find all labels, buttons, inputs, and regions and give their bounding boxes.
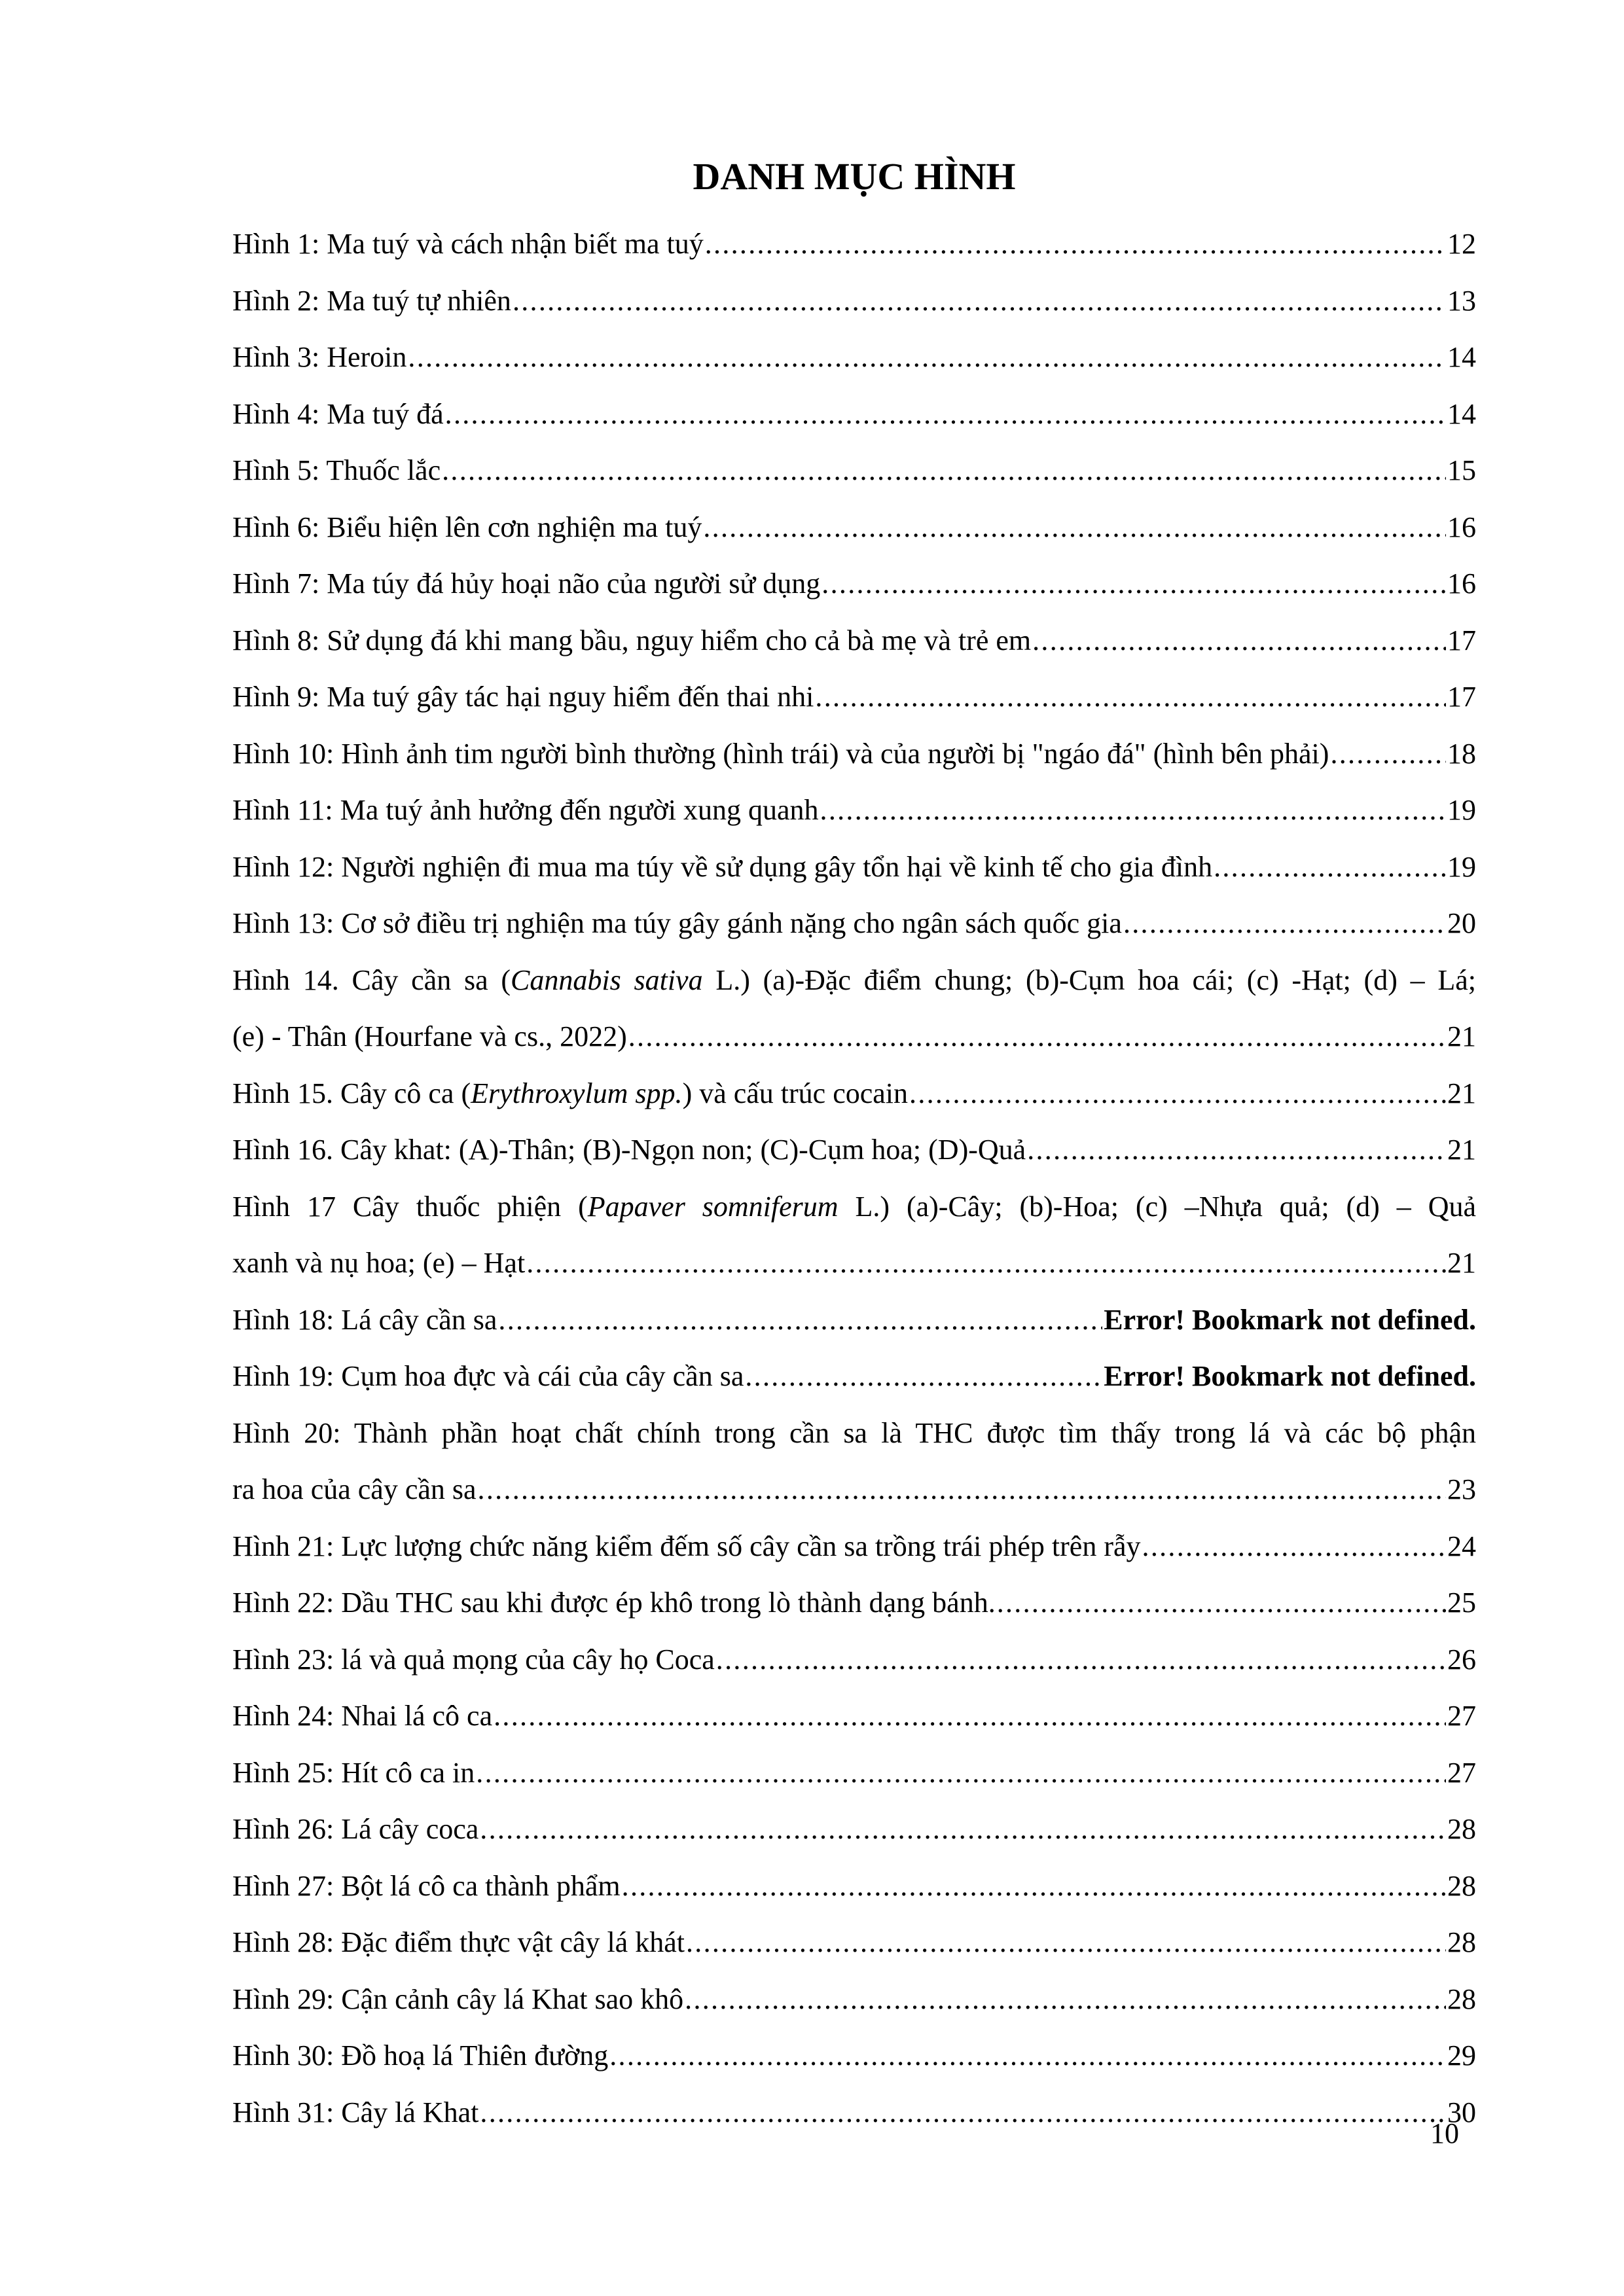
toc-entry[interactable] bbox=[232, 556, 1476, 613]
text-segment: Hình 31: Cây lá Khat bbox=[232, 2096, 479, 2128]
page-ref: 28 bbox=[1447, 1926, 1476, 1958]
page-ref: 19 bbox=[1447, 794, 1476, 826]
dot-leader bbox=[498, 1292, 1102, 1349]
dot-leader bbox=[628, 1009, 1446, 1066]
text-segment: Hình 7: Ma túy đá hủy hoại não của người sử dụng bbox=[232, 567, 821, 600]
toc-entry[interactable] bbox=[232, 1914, 1476, 1971]
page-ref: 28 bbox=[1447, 1869, 1476, 1902]
toc-entry[interactable] bbox=[232, 2085, 1476, 2142]
toc-entry[interactable] bbox=[232, 2028, 1476, 2085]
text-segment: Hình 29: Cận cảnh cây lá Khat sao khô bbox=[232, 1982, 684, 2015]
toc-entry-text bbox=[232, 726, 1329, 783]
dot-leader bbox=[442, 442, 1446, 499]
bookmark-error: Error! Bookmark not defined. bbox=[1104, 1360, 1476, 1392]
toc-entry[interactable] bbox=[232, 669, 1476, 726]
toc-entry[interactable] bbox=[232, 1575, 1476, 1632]
toc-entry[interactable] bbox=[232, 1971, 1476, 2028]
text-segment: Hình 2: Ma tuý tự nhiên bbox=[232, 284, 511, 317]
toc-entry-text bbox=[232, 1235, 525, 1292]
page-number: 10 bbox=[1430, 2117, 1459, 2149]
text-segment: Hình 20: Thành phần hoạt chất chính trong cần sa là THC được tìm thấy trong lá và các bộ phận bbox=[232, 1416, 1476, 1449]
figure-list bbox=[232, 216, 1476, 2141]
dot-leader bbox=[478, 1462, 1446, 1518]
dot-leader bbox=[526, 1235, 1446, 1292]
toc-entry[interactable] bbox=[232, 499, 1476, 556]
text-segment: Hình 1: Ma tuý và cách nhận biết ma tuý bbox=[232, 228, 704, 260]
toc-entry-text bbox=[232, 669, 814, 726]
toc-entry-text bbox=[232, 329, 406, 386]
page-ref: 19 bbox=[1447, 850, 1476, 883]
toc-entry[interactable] bbox=[232, 273, 1476, 330]
page-ref: 15 bbox=[1447, 454, 1476, 486]
toc-entry[interactable] bbox=[232, 386, 1476, 443]
text-segment: Hình 23: lá và quả mọng của cây họ Coca bbox=[232, 1643, 715, 1676]
toc-entry-text bbox=[232, 442, 441, 499]
text-segment: xanh và nụ hoa; (e) – Hạt bbox=[232, 1247, 526, 1279]
dot-leader bbox=[494, 1688, 1446, 1745]
page-ref: 28 bbox=[1447, 1982, 1476, 2015]
page-ref: 29 bbox=[1447, 2039, 1476, 2072]
page-ref: 17 bbox=[1447, 681, 1476, 713]
toc-entry[interactable] bbox=[232, 1066, 1476, 1122]
bookmark-error: Error! Bookmark not defined. bbox=[1104, 1303, 1476, 1336]
toc-entry-text bbox=[232, 1914, 685, 1971]
toc-entry-text bbox=[232, 1066, 908, 1122]
toc-entry[interactable] bbox=[232, 895, 1476, 952]
text-segment: Hình 25: Hít cô ca in bbox=[232, 1756, 475, 1789]
toc-entry[interactable] bbox=[232, 1235, 1476, 1292]
dot-leader bbox=[476, 1745, 1446, 1802]
toc-entry[interactable] bbox=[232, 839, 1476, 896]
page-ref: 14 bbox=[1447, 341, 1476, 373]
text-segment: Hình 14. Cây cần sa ( bbox=[232, 963, 511, 996]
page-ref: 21 bbox=[1447, 1247, 1476, 1279]
toc-entry-line[interactable] bbox=[232, 952, 1476, 1009]
page-ref: 27 bbox=[1447, 1700, 1476, 1732]
page-ref: 27 bbox=[1447, 1756, 1476, 1789]
text-segment: Hình 4: Ma tuý đá bbox=[232, 397, 444, 430]
text-segment: Hình 5: Thuốc lắc bbox=[232, 454, 441, 486]
toc-entry-text bbox=[232, 556, 820, 613]
toc-entry[interactable] bbox=[232, 1801, 1476, 1858]
dot-leader bbox=[1027, 1122, 1446, 1179]
text-segment: Hình 21: Lực lượng chức năng kiểm đếm số cây cần sa trồng trái phép trên rẫy bbox=[232, 1530, 1141, 1562]
toc-entry[interactable] bbox=[232, 1518, 1476, 1575]
toc-entry-text bbox=[232, 1122, 1026, 1179]
text-segment: Hình 15. Cây cô ca ( bbox=[232, 1077, 471, 1109]
dot-leader bbox=[703, 499, 1446, 556]
text-segment: Hình 28: Đặc điểm thực vật cây lá khát bbox=[232, 1926, 685, 1958]
text-segment: ) và cấu trúc cocain bbox=[682, 1077, 909, 1109]
toc-entry[interactable] bbox=[232, 442, 1476, 499]
page-ref: 21 bbox=[1447, 1077, 1476, 1109]
dot-leader bbox=[716, 1632, 1446, 1689]
page-ref: 14 bbox=[1447, 397, 1476, 430]
toc-entry-text bbox=[232, 1405, 1476, 1462]
dot-leader bbox=[1214, 839, 1446, 896]
toc-entry-text bbox=[232, 386, 444, 443]
dot-leader bbox=[686, 1914, 1446, 1971]
toc-entry[interactable] bbox=[232, 1462, 1476, 1518]
page-ref: 13 bbox=[1447, 284, 1476, 317]
toc-entry-text bbox=[232, 1179, 1476, 1236]
toc-entry-text bbox=[232, 1632, 715, 1689]
toc-entry-text bbox=[232, 499, 702, 556]
text-segment: Hình 22: Dầu THC sau khi được ép khô trong lò thành dạng bánh. bbox=[232, 1587, 996, 1619]
toc-entry-text bbox=[232, 782, 819, 839]
toc-entry[interactable] bbox=[232, 1858, 1476, 1915]
page-title: DANH MỤC HÌNH bbox=[693, 155, 1016, 198]
text-segment: (e) - Thân (Hourfane và cs., 2022) bbox=[232, 1020, 627, 1052]
scientific-name: Papaver somniferum bbox=[587, 1190, 839, 1223]
toc-entry-text bbox=[232, 2085, 478, 2142]
text-segment: L.) (a)-Đặc điểm chung; (b)-Cụm hoa cái; (c) -Hạt; (d) – Lá; bbox=[702, 963, 1477, 996]
toc-entry-text bbox=[232, 1462, 477, 1518]
toc-entry-text bbox=[232, 2028, 608, 2085]
toc-entry[interactable] bbox=[232, 613, 1476, 670]
dot-leader bbox=[820, 782, 1446, 839]
dot-leader bbox=[513, 273, 1446, 330]
dot-leader bbox=[1123, 895, 1446, 952]
dot-leader bbox=[609, 2028, 1446, 2085]
text-segment: Hình 6: Biểu hiện lên cơn nghiện ma tuý bbox=[232, 511, 702, 543]
toc-entry[interactable] bbox=[232, 1009, 1476, 1066]
page-ref: 12 bbox=[1447, 228, 1476, 260]
toc-entry-text bbox=[232, 273, 511, 330]
toc-entry-text bbox=[232, 895, 1122, 952]
scientific-name: Erythroxylum spp. bbox=[471, 1077, 683, 1109]
dot-leader bbox=[815, 669, 1446, 726]
text-segment: ra hoa của cây cần sa bbox=[232, 1473, 477, 1505]
text-segment: Hình 24: Nhai lá cô ca bbox=[232, 1700, 493, 1732]
toc-entry-text bbox=[232, 1348, 744, 1405]
text-segment: Hình 9: Ma tuý gây tác hại nguy hiểm đến thai nhi bbox=[232, 681, 814, 713]
toc-entry-text bbox=[232, 1688, 492, 1745]
dot-leader bbox=[1142, 1518, 1446, 1575]
page-ref: 21 bbox=[1447, 1134, 1476, 1166]
dot-leader bbox=[705, 216, 1446, 273]
dot-leader bbox=[480, 2085, 1446, 2142]
text-segment: Hình 10: Hình ảnh tim người bình thường (hình trái) và của người bị "ngáo đá" (hình bên phải) bbox=[232, 737, 1329, 770]
text-segment: Hình 11: Ma tuý ảnh hưởng đến người xung quanh bbox=[232, 794, 819, 826]
toc-entry-text bbox=[232, 1801, 478, 1858]
toc-entry[interactable] bbox=[232, 1122, 1476, 1179]
toc-entry-text bbox=[232, 613, 1031, 670]
dot-leader bbox=[1330, 726, 1446, 783]
toc-entry-text bbox=[232, 1575, 996, 1632]
toc-entry[interactable] bbox=[232, 1292, 1476, 1349]
toc-entry-text bbox=[232, 1292, 497, 1349]
text-segment: Hình 26: Lá cây coca bbox=[232, 1813, 479, 1845]
text-segment: Hình 18: Lá cây cần sa bbox=[232, 1303, 497, 1336]
dot-leader bbox=[909, 1066, 1446, 1122]
page-ref: 28 bbox=[1447, 1813, 1476, 1845]
toc-entry-text bbox=[232, 1009, 627, 1066]
text-segment: L.) (a)-Cây; (b)-Hoa; (c) –Nhựa quả; (d) – Quả bbox=[838, 1190, 1476, 1223]
toc-entry-line[interactable] bbox=[232, 1405, 1476, 1462]
page-ref: 21 bbox=[1447, 1020, 1476, 1052]
text-segment: Hình 27: Bột lá cô ca thành phẩm bbox=[232, 1869, 621, 1902]
page-ref: 26 bbox=[1447, 1643, 1476, 1676]
toc-entry[interactable] bbox=[232, 1745, 1476, 1802]
dot-leader bbox=[685, 1971, 1446, 2028]
page-ref: 24 bbox=[1447, 1530, 1476, 1562]
text-segment: Hình 17 Cây thuốc phiện ( bbox=[232, 1190, 588, 1223]
text-segment: Hình 12: Người nghiện đi mua ma túy về sử dụng gây tổn hại về kinh tế cho gia đình bbox=[232, 850, 1213, 883]
page-ref: 30 bbox=[1447, 2096, 1476, 2128]
page-ref: 16 bbox=[1447, 567, 1476, 600]
dot-leader bbox=[997, 1575, 1446, 1632]
toc-entry[interactable] bbox=[232, 216, 1476, 273]
text-segment: Hình 3: Heroin bbox=[232, 341, 407, 373]
text-segment: Hình 30: Đồ hoạ lá Thiên đường bbox=[232, 2039, 609, 2072]
page-ref: 25 bbox=[1447, 1587, 1476, 1619]
toc-entry[interactable] bbox=[232, 1348, 1476, 1405]
dot-leader bbox=[622, 1858, 1446, 1915]
toc-entry-text bbox=[232, 1745, 475, 1802]
toc-entry[interactable] bbox=[232, 329, 1476, 386]
toc-entry-text bbox=[232, 1518, 1141, 1575]
scientific-name: Cannabis sativa bbox=[511, 963, 703, 996]
dot-leader bbox=[408, 329, 1446, 386]
text-segment: Hình 8: Sử dụng đá khi mang bầu, nguy hiểm cho cả bà mẹ và trẻ em bbox=[232, 624, 1032, 656]
dot-leader bbox=[445, 386, 1446, 443]
page-ref: 18 bbox=[1447, 737, 1476, 770]
dot-leader bbox=[745, 1348, 1102, 1405]
page-ref: 16 bbox=[1447, 511, 1476, 543]
toc-entry[interactable] bbox=[232, 1688, 1476, 1745]
toc-entry[interactable] bbox=[232, 726, 1476, 783]
toc-entry-text bbox=[232, 216, 704, 273]
toc-entry-text bbox=[232, 839, 1212, 896]
page-ref: 23 bbox=[1447, 1473, 1476, 1505]
text-segment: Hình 13: Cơ sở điều trị nghiện ma túy gây gánh nặng cho ngân sách quốc gia bbox=[232, 907, 1122, 939]
toc-entry-text bbox=[232, 1971, 683, 2028]
text-segment: Hình 16. Cây khat: (A)-Thân; (B)-Ngọn non; (C)-Cụm hoa; (D)-Quả bbox=[232, 1134, 1026, 1166]
page-ref: 20 bbox=[1447, 907, 1476, 939]
toc-entry-line[interactable] bbox=[232, 1179, 1476, 1236]
page-ref: 17 bbox=[1447, 624, 1476, 656]
toc-entry-text bbox=[232, 952, 1476, 1009]
toc-entry-text bbox=[232, 1858, 621, 1915]
dot-leader bbox=[821, 556, 1446, 613]
dot-leader bbox=[480, 1801, 1446, 1858]
toc-entry[interactable] bbox=[232, 1632, 1476, 1689]
toc-entry[interactable] bbox=[232, 782, 1476, 839]
dot-leader bbox=[1032, 613, 1446, 670]
text-segment: Hình 19: Cụm hoa đực và cái của cây cần sa bbox=[232, 1360, 744, 1392]
